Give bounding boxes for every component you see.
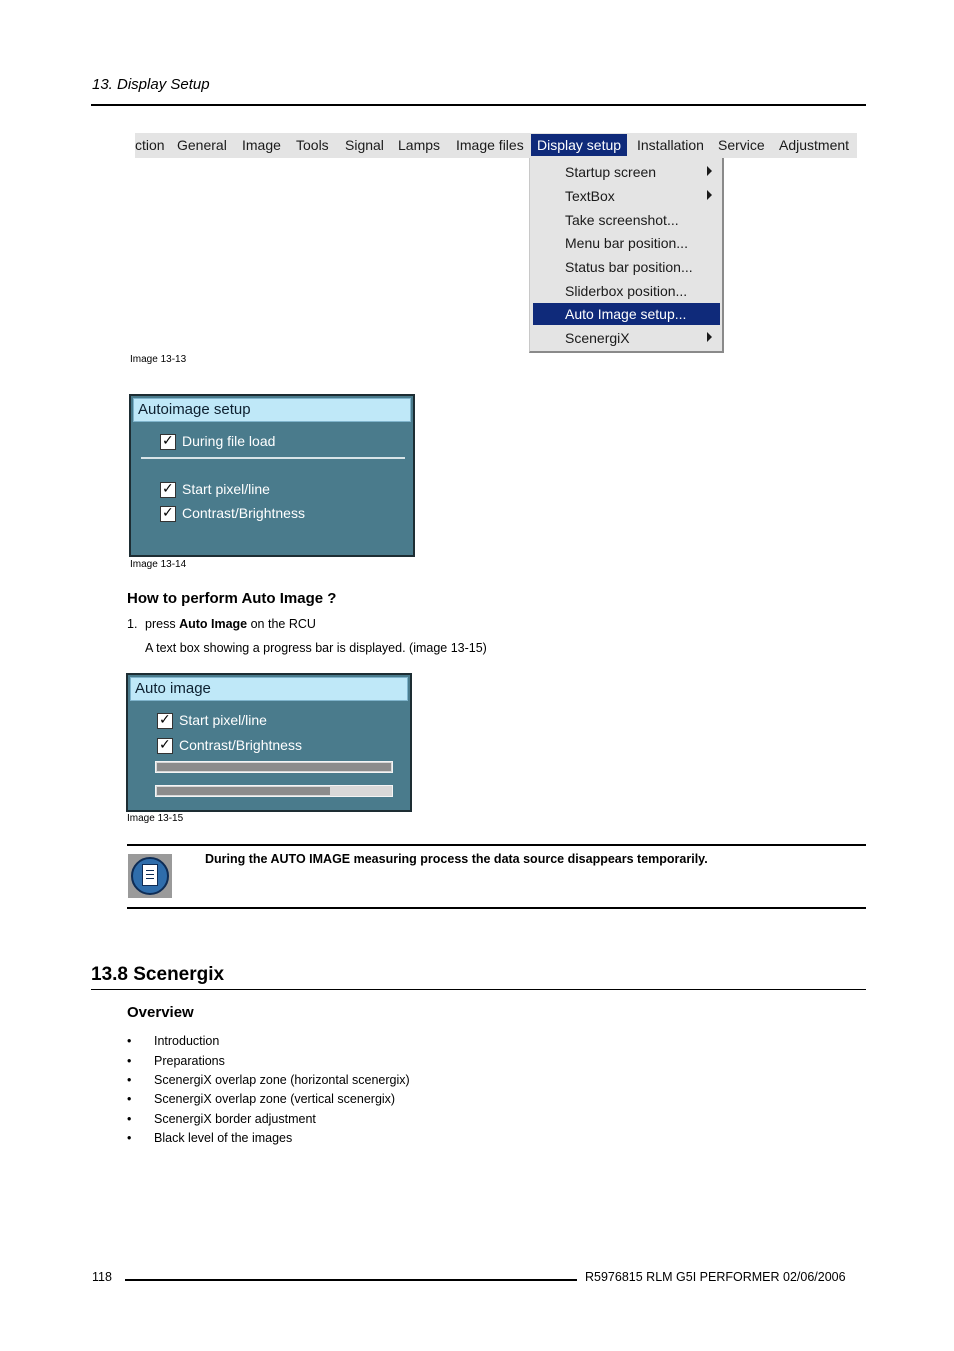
dropdown-item-label: TextBox — [565, 188, 615, 204]
dropdown-item-startup-screen[interactable] — [533, 161, 720, 183]
progress-bar-1 — [155, 761, 393, 773]
menu-item-adjustment[interactable]: Adjustment — [779, 137, 850, 153]
submenu-arrow-icon — [707, 190, 712, 200]
dropdown-item-label: Sliderbox position... — [565, 283, 688, 299]
auto-image-dialog — [126, 673, 412, 812]
section-divider — [91, 989, 866, 990]
dropdown-item-label: Status bar position... — [565, 259, 693, 275]
contrast-brightness-checkbox[interactable] — [160, 506, 176, 522]
dialog-title: Autoimage setup — [138, 401, 251, 418]
list-item-text: ScenergiX border adjustment — [154, 1112, 316, 1126]
note-text: During the AUTO IMAGE measuring process the data source disappears temporarily. — [205, 852, 708, 866]
autoimage-setup-dialog — [129, 394, 415, 557]
list-item-text: Preparations — [154, 1054, 225, 1068]
menu-item-display-setup[interactable]: Display setup — [531, 134, 627, 156]
start-pixel-checkbox[interactable] — [157, 713, 173, 729]
menu-item-general[interactable]: General — [177, 137, 227, 153]
dropdown-item-label: Auto Image setup... — [565, 306, 687, 322]
bullet-dot: • — [127, 1131, 132, 1145]
image-caption: Image 13-15 — [127, 813, 184, 824]
note-top-rule — [127, 844, 866, 846]
dropdown-item-label: Menu bar position... — [565, 235, 688, 251]
dropdown-item-menu-bar-position[interactable] — [533, 232, 720, 254]
how-to-heading: How to perform Auto Image ? — [127, 590, 337, 607]
section-heading: 13.8 Scenergix — [91, 964, 225, 985]
list-item-text: Introduction — [154, 1034, 220, 1048]
dropdown-item-auto-image-setup[interactable] — [533, 303, 720, 325]
contrast-brightness-checkbox[interactable] — [157, 738, 173, 754]
checkbox-label: During file load — [182, 433, 276, 449]
step-post: on the RCU — [250, 617, 316, 631]
submenu-arrow-icon — [707, 166, 712, 176]
progress-bar-2 — [155, 785, 393, 797]
bullet-dot: • — [127, 1112, 132, 1126]
step-number: 1. — [127, 617, 138, 631]
menu-item-lamps[interactable]: Lamps — [398, 137, 441, 153]
menu-item-tools[interactable]: Tools — [296, 137, 329, 153]
menu-item-image-files[interactable]: Image files — [456, 137, 524, 153]
footer-divider — [125, 1279, 577, 1281]
list-item-text: ScenergiX overlap zone (horizontal scenergix) — [154, 1073, 410, 1087]
bullet-dot: • — [127, 1054, 132, 1068]
bullet-dot: • — [127, 1092, 132, 1106]
note-bottom-rule — [127, 907, 866, 909]
bullet-dot: • — [127, 1073, 132, 1087]
during-file-load-checkbox[interactable] — [160, 434, 176, 450]
menu-bar — [135, 133, 857, 158]
overview-heading: Overview — [127, 1004, 194, 1021]
footer-document-id: R5976815 RLM G5I PERFORMER 02/06/2006 — [585, 1270, 846, 1284]
image-caption: Image 13-14 — [130, 559, 187, 570]
step-key: Auto Image — [179, 617, 248, 631]
menu-item-signal[interactable]: Signal — [345, 137, 384, 153]
step-text — [145, 617, 316, 631]
progress-fill — [157, 763, 391, 771]
page-number: 118 — [92, 1270, 112, 1284]
header-divider — [91, 104, 866, 106]
list-item-text: ScenergiX overlap zone (vertical scenergix) — [154, 1092, 396, 1106]
checkbox-label: Contrast/Brightness — [182, 505, 305, 521]
dropdown-item-sliderbox-position[interactable] — [533, 280, 720, 302]
image-caption: Image 13-13 — [130, 354, 187, 365]
checkbox-label: Contrast/Brightness — [179, 737, 302, 753]
step-result: A text box showing a progress bar is displayed. (image 13-15) — [145, 641, 487, 655]
dropdown-item-label: Take screenshot... — [565, 212, 679, 228]
dialog-title-bar — [130, 677, 408, 701]
dialog-title-bar — [133, 398, 411, 422]
dropdown-item-textbox[interactable] — [533, 185, 720, 207]
menu-item-installation[interactable]: Installation — [637, 137, 704, 153]
dropdown-item-label: Startup screen — [565, 164, 657, 180]
display-setup-dropdown — [529, 158, 724, 353]
dropdown-item-take-screenshot[interactable] — [533, 209, 720, 231]
bullet-dot: • — [127, 1034, 132, 1048]
list-item-text: Black level of the images — [154, 1131, 293, 1145]
step-pre: press — [145, 617, 176, 631]
dropdown-item-status-bar-position[interactable] — [533, 256, 720, 278]
start-pixel-checkbox[interactable] — [160, 482, 176, 498]
dialog-divider — [141, 457, 405, 459]
note-page-icon — [128, 854, 172, 898]
menu-item-image[interactable]: Image — [242, 137, 281, 153]
menu-item-service[interactable]: Service — [718, 137, 765, 153]
dialog-title: Auto image — [135, 680, 211, 697]
running-header: 13. Display Setup — [92, 76, 210, 93]
dropdown-item-label: ScenergiX — [565, 330, 630, 346]
progress-fill — [157, 787, 330, 795]
checkbox-label: Start pixel/line — [182, 481, 270, 497]
submenu-arrow-icon — [707, 332, 712, 342]
menu-item-action[interactable]: ction — [135, 137, 165, 153]
dropdown-item-scenergix[interactable] — [533, 327, 720, 349]
checkbox-label: Start pixel/line — [179, 712, 267, 728]
